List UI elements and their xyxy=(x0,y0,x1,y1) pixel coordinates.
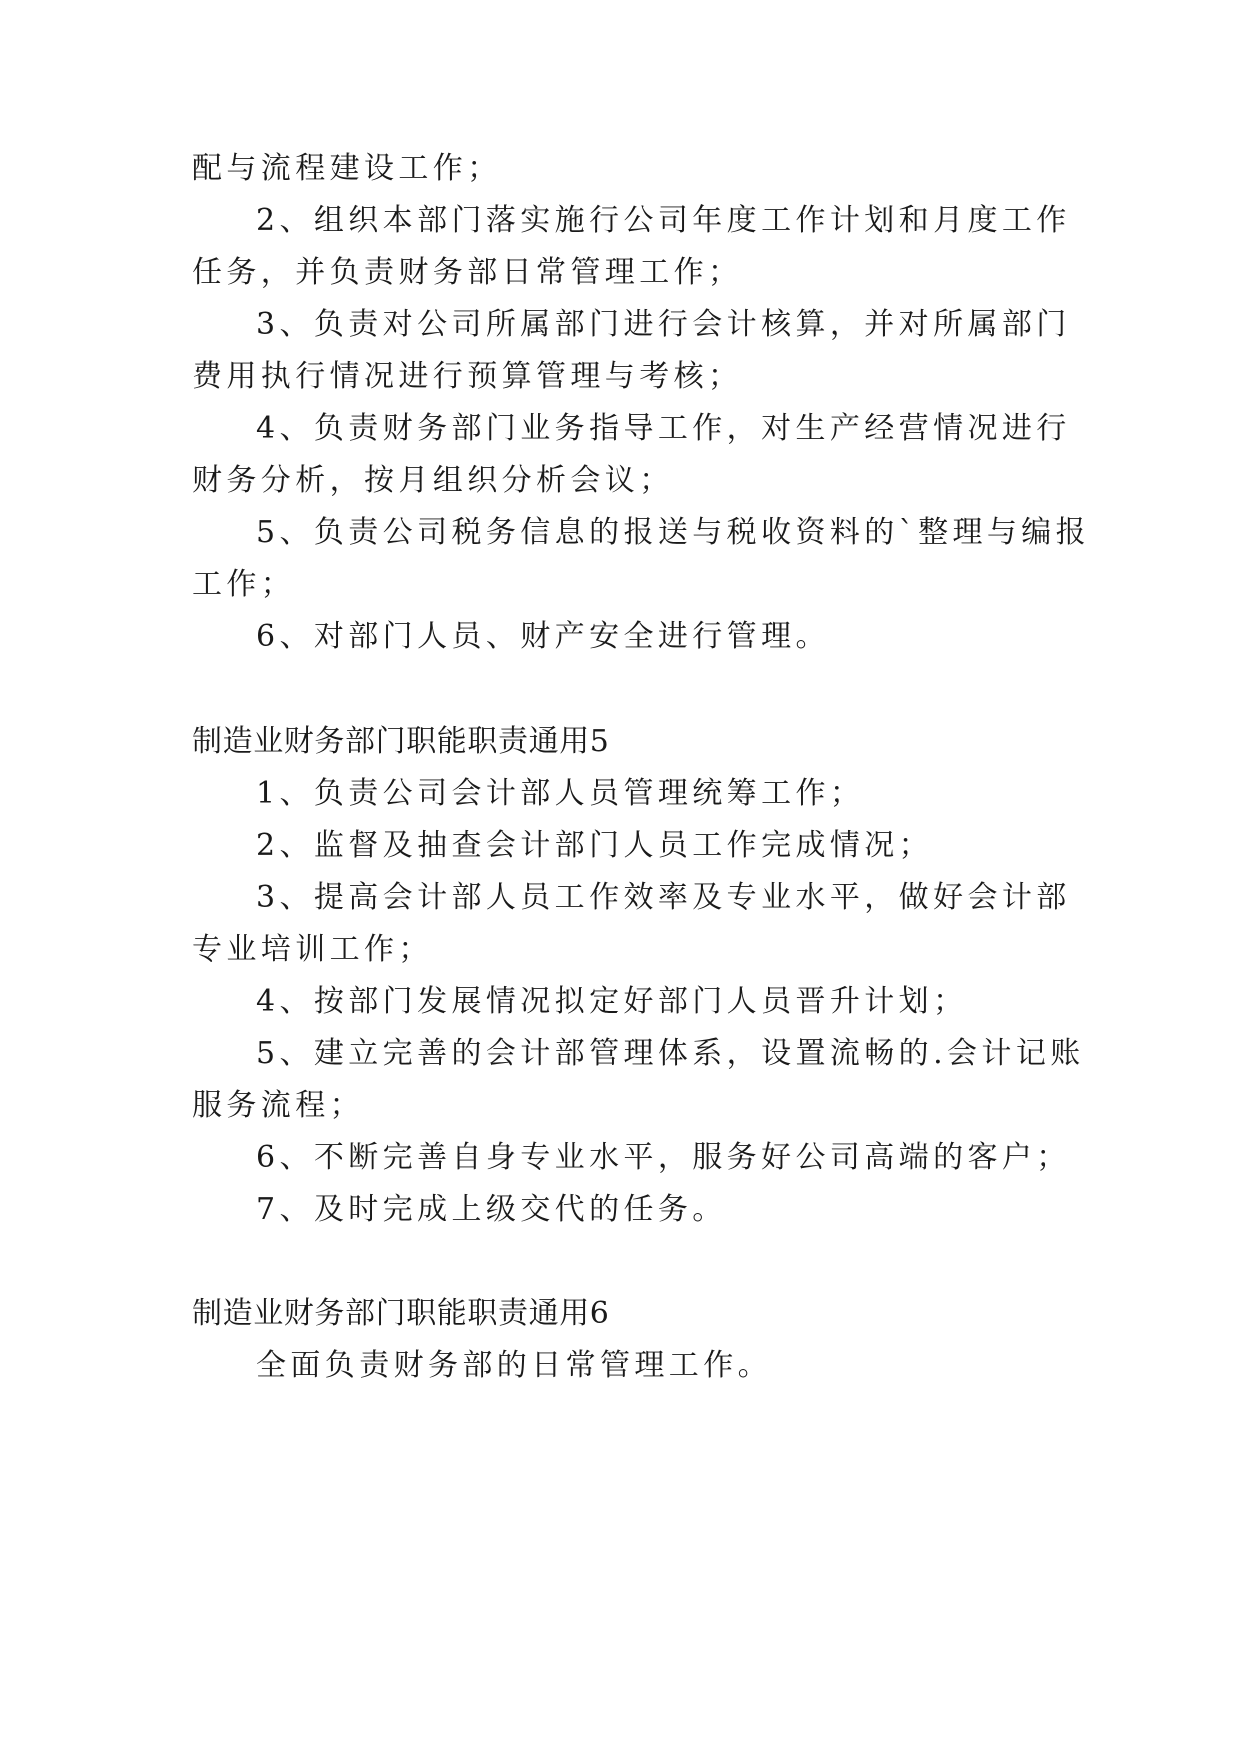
paragraph-line: 任务，并负责财务部日常管理工作； xyxy=(192,255,743,290)
paragraph-line: 专业培训工作； xyxy=(192,932,433,967)
list-item: 1、负责公司会计部人员管理统筹工作； xyxy=(256,776,865,811)
section-heading: 制造业财务部门职能职责通用5 xyxy=(192,724,610,759)
list-item: 3、负责对公司所属部门进行会计核算，并对所属部门 xyxy=(256,307,1071,342)
list-item: 6、对部门人员、财产安全进行管理。 xyxy=(256,619,830,654)
list-item: 2、监督及抽查会计部门人员工作完成情况； xyxy=(256,828,934,863)
list-item: 2、组织本部门落实施行公司年度工作计划和月度工作 xyxy=(256,203,1071,238)
paragraph-line: 工作； xyxy=(192,567,296,602)
section-heading: 制造业财务部门职能职责通用6 xyxy=(192,1296,610,1331)
list-item: 5、负责公司税务信息的报送与税收资料的`整理与编报 xyxy=(256,515,1091,550)
paragraph-line: 费用执行情况进行预算管理与考核； xyxy=(192,359,743,394)
list-item: 7、及时完成上级交代的任务。 xyxy=(256,1192,727,1227)
list-item: 4、按部门发展情况拟定好部门人员晋升计划； xyxy=(256,984,968,1019)
paragraph-line: 财务分析，按月组织分析会议； xyxy=(192,463,674,498)
list-item: 4、负责财务部门业务指导工作，对生产经营情况进行 xyxy=(256,411,1071,446)
paragraph-line: 全面负责财务部的日常管理工作。 xyxy=(256,1348,772,1383)
list-item: 3、提高会计部人员工作效率及专业水平，做好会计部 xyxy=(256,880,1071,915)
paragraph-line: 配与流程建设工作； xyxy=(192,151,502,186)
list-item: 6、不断完善自身专业水平，服务好公司高端的客户； xyxy=(256,1140,1071,1175)
list-item: 5、建立完善的会计部管理体系，设置流畅的.会计记账 xyxy=(256,1036,1085,1071)
paragraph-line: 服务流程； xyxy=(192,1088,364,1123)
